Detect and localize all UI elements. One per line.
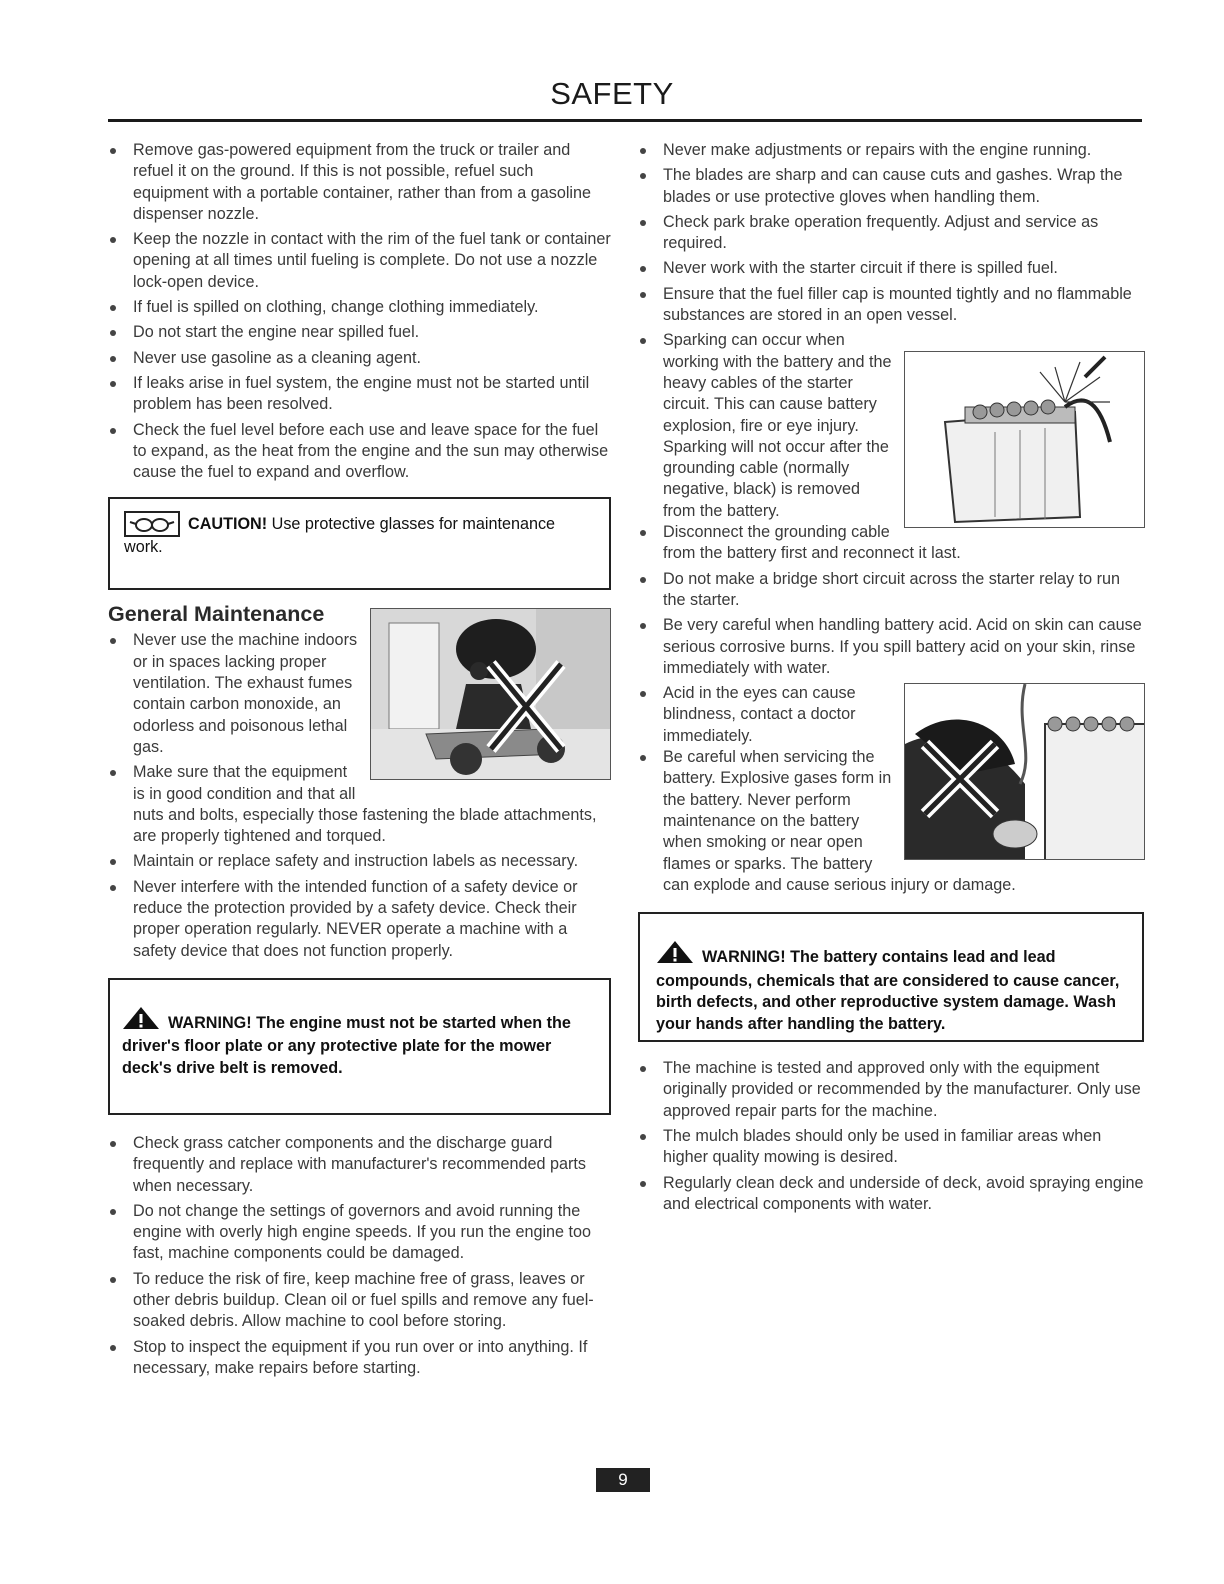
warning-text: The battery contains lead and lead compounds, chemicals that are considered to cause cancer, birth defects, and other reproductive system damage. Wash your hands after handling the battery. — [656, 948, 1120, 1033]
list-item: Be very careful when handling battery acid. Acid on skin can cause serious corrosive burns. If you spill battery acid on your skin, rinse immediately with water. — [638, 615, 1144, 679]
warning-box-battery — [638, 912, 1144, 1042]
list-item: If leaks arise in fuel system, the engine must not be started until problem has been resolved. — [108, 373, 611, 416]
acid-eyes-text: Acid in the eyes can cause blindness, contact a doctor immediately. — [663, 684, 856, 745]
list-item: Never use the machine indoors or in spaces lacking proper ventilation. The exhaust fumes contain carbon monoxide, an odorless and poisonous lethal gas. — [108, 630, 611, 758]
left-column — [108, 140, 611, 1383]
list-item: Disconnect the grounding cable from the battery first and reconnect it last. — [638, 522, 1144, 565]
general-maintenance-heading: General Maintenance — [108, 602, 325, 627]
warning-label: WARNING! — [168, 1013, 252, 1032]
list-item: Check the fuel level before each use and leave space for the fuel to expand, as the heat from the engine and the sun may otherwise cause the fuel to expand and overflow. — [108, 420, 611, 484]
list-item: Do not change the settings of governors and avoid running the engine with overly high engine speeds. If you run the engine too fast, machine components could be damaged. — [108, 1201, 611, 1265]
list-item: Do not make a bridge short circuit across the starter relay to run the starter. — [638, 569, 1144, 612]
list-item: Check park brake operation frequently. Adjust and service as required. — [638, 212, 1144, 255]
right-column — [638, 140, 1144, 1219]
list-item: Be careful when servicing the battery. Explosive gases form in the battery. Never perform maintenance on the battery when smoking or near open flames or sparks. The battery can explode and cause serious injury or damage. — [638, 747, 1144, 896]
list-item: Regularly clean deck and underside of deck, avoid spraying engine and electrical components with water. — [638, 1173, 1144, 1216]
list-item: Never make adjustments or repairs with the engine running. — [638, 140, 1144, 161]
fuel-safety-list — [108, 140, 611, 483]
list-item: Stop to inspect the equipment if you run over or into anything. If necessary, make repairs before starting. — [108, 1337, 611, 1380]
caution-box — [108, 497, 611, 590]
list-item: Make sure that the equipment is in good condition and that all nuts and bolts, especially those fastening the blade attachments, are properly tightened and torqued. — [108, 762, 611, 847]
list-item: Remove gas-powered equipment from the truck or trailer and refuel it on the ground. If this is not possible, refuel such equipment with a portable container, rather than from a gasoline dispenser nozzle. — [108, 140, 611, 225]
list-item: The mulch blades should only be used in familiar areas when higher quality mowing is desired. — [638, 1126, 1144, 1169]
maintenance-list-bottom — [108, 1133, 611, 1379]
list-item: Do not start the engine near spilled fuel. — [108, 322, 611, 343]
warning-text: The engine must not be started when the driver's floor plate or any protective plate for the mower deck's drive belt is removed. — [122, 1013, 571, 1077]
list-item: To reduce the risk of fire, keep machine free of grass, leaves or other debris buildup. Clean oil or fuel spills and remove any fuel-soaked debris. Allow machine to cool before storing. — [108, 1269, 611, 1333]
list-item: Keep the nozzle in contact with the rim of the fuel tank or container opening at all times until fueling is complete. Do not use a nozzle lock-open device. — [108, 229, 611, 293]
list-item: Never interfere with the intended function of a safety device or reduce the protection provided by a safety device. Check their proper operation regularly. NEVER operate a machine with a safety device that does not function properly. — [108, 877, 611, 962]
battery-spark-illustration — [904, 351, 1145, 528]
list-item: The machine is tested and approved only with the equipment originally provided or recommended by the manufacturer. Only use approved repair parts for the machine. — [638, 1058, 1144, 1122]
list-item: Never work with the starter circuit if there is spilled fuel. — [638, 258, 1144, 279]
warning-label: WARNING! — [702, 948, 786, 967]
list-item — [638, 330, 1144, 522]
list-item: If fuel is spilled on clothing, change clothing immediately. — [108, 297, 611, 318]
page-title: SAFETY — [550, 76, 674, 111]
warning-triangle-icon — [656, 940, 694, 971]
caution-label: CAUTION! — [188, 515, 268, 534]
caution-text: Use protective glasses for maintenance work. — [124, 515, 556, 557]
list-item — [638, 683, 1144, 747]
equipment-list-bottom — [638, 1058, 1144, 1215]
repair-safety-list — [638, 140, 1144, 896]
title-rule — [108, 119, 1142, 122]
list-item: Never use gasoline as a cleaning agent. — [108, 348, 611, 369]
page-number: 9 — [596, 1468, 650, 1492]
list-item: Ensure that the fuel filler cap is mounted tightly and no flammable substances are stored in an open vessel. — [638, 284, 1144, 327]
safety-glasses-icon — [124, 511, 180, 537]
warning-box-engine — [108, 978, 611, 1115]
list-item: Check grass catcher components and the discharge guard frequently and replace with manufacturer's recommended parts when necessary. — [108, 1133, 611, 1197]
list-item: The blades are sharp and can cause cuts and gashes. Wrap the blades or use protective gloves when handling them. — [638, 165, 1144, 208]
general-maintenance-list — [108, 630, 611, 961]
list-item: Maintain or replace safety and instruction labels as necessary. — [108, 851, 611, 872]
warning-triangle-icon — [122, 1006, 160, 1037]
battery-spark-text: Sparking can occur when working with the battery and the heavy cables of the starter circuit. This can cause battery explosion, fire or eye injury. Sparking will not occur after the grounding cable (normally negative, black) is removed from the battery. — [663, 331, 892, 520]
